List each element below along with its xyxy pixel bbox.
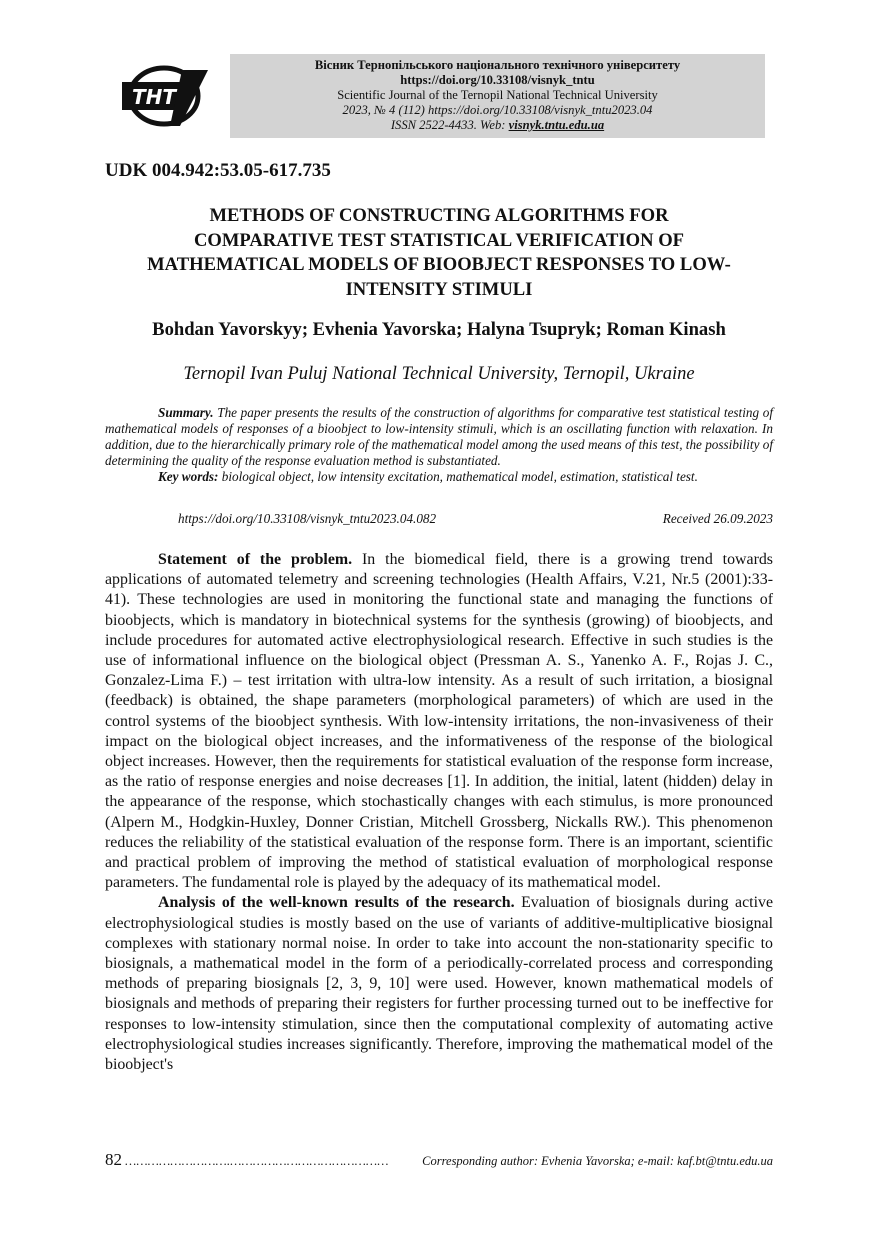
- corresponding-author: Corresponding author: Evhenia Yavorska; e-mail: kaf.bt@tntu.edu.ua: [419, 1154, 773, 1169]
- title-line: INTENSITY STIMULI: [345, 278, 533, 300]
- body-paragraph: Statement of the problem. In the biomedical field, there is a growing trend towards applications of automated telemetry and screening technologies (Health Affairs, V.21, Nr.5 (2001):33-41). These technologies are used in monitoring the functional state and managing the functions of bioobjects, which is mandatory in biotechnical systems for the synthesis (growing) of bioobjects, and include procedures for automated active electrophysiological research. Effective in such studies is the use of informational influence on the biological object (Pressman A. S., Yanenko A. F., Rojas J. C., Gonzalez-Lima F.) – test irritation with ultra-low intensity. As a result of such irritation, a biosignal (feedback) is obtained, the shape parameters (morphological parameters) of which are used in the control systems of the bioobject synthesis. With low-intensity irritations, the non-invasiveness of their impact on the biological object increases, and the informativeness of the response of the biological object increases. However, then the requirements for statistical evaluation of the response form increase, as the ratio of response energies and noise decreases [1]. In addition, the initial, latent (hidden) delay in the appearance of the response, which stochastically changes with each stimulus, is more pronounced (Alpern M., Hodgkin-Huxley, Donner Cristian, Mitchell Grossberg, Nickalls RW.). This phenomenon reduces the reliability of the statistical evaluation of the response form. There is an important, scientific and practical problem of improving the method of statistical evaluation of morphological response parameters. The fundamental role is played by the adequacy of its mathematical model.: [105, 551, 773, 892]
- keywords-label: Key words:: [158, 469, 219, 484]
- journal-issn: ISSN 2522-4433. Web: visnyk.tntu.edu.ua: [390, 118, 605, 132]
- body-paragraph: Analysis of the well-known results of the research. Evaluation of biosignals during active electrophysiological studies is mostly based on the use of variants of additive-multiplicative biosignal complexes with stationary normal noise. In order to take into account the non-stationarity specific to biosignals, a mathematical model in the form of a periodically-correlated process and corresponding methods of preparing biosignals [2, 3, 9, 10] were used. However, known mathematical models of biosignals and methods of preparing their registers for further processing turned out to be ineffective for responses to low-intensity stimulation, since then the computational complexity of automating active electrophysiological studies increases significantly. Therefore, improving the mathematical model of the bioobject's: [105, 894, 773, 1074]
- journal-header: [230, 54, 765, 138]
- footer-dots: ……………………….……………………………………: [125, 1154, 389, 1168]
- journal-title-en: Scientific Journal of the Ternopil National Technical University: [337, 88, 658, 102]
- svg-text:ТНТ: ТНТ: [132, 85, 177, 109]
- received-date: Received 26.09.2023: [662, 511, 773, 526]
- journal-issue: 2023, № 4 (112) https://doi.org/10.33108/visnyk_tntu2023.04: [342, 103, 653, 117]
- journal-doi-link[interactable]: https://doi.org/10.33108/visnyk_tntu: [400, 73, 595, 87]
- summary-paragraph: Summary. The paper presents the results of the construction of algorithms for comparative test statistical testing of mathematical models of responses of a bioobject to low-intensity stimuli, which is an oscillating function with relaxation. In addition, due to the hierarchically primary role of the mathematical model among the used means of this test, the possibility of determining the quality of the response evaluation method is substantiated.: [105, 405, 773, 468]
- section-heading: Statement of the problem.: [158, 551, 353, 568]
- article-doi[interactable]: https://doi.org/10.33108/visnyk_tntu2023.04.082: [178, 511, 437, 526]
- title-line: METHODS OF CONSTRUCTING ALGORITHMS FOR: [209, 205, 669, 226]
- affiliation: Ternopil Ivan Puluj National Technical University, Ternopil, Ukraine: [183, 364, 695, 384]
- title-line: COMPARATIVE TEST STATISTICAL VERIFICATION OF: [193, 229, 685, 251]
- page-footer: [105, 1150, 773, 1170]
- section-heading: Analysis of the well-known results of the research.: [158, 894, 515, 912]
- journal-title-ua: Вісник Тернопільського національного технічного університету: [314, 58, 681, 72]
- title-line: MATHEMATICAL MODELS OF BIOOBJECT RESPONSES TO LOW-: [147, 254, 731, 275]
- paper-title: [105, 204, 773, 302]
- page-number: 82: [105, 1150, 122, 1169]
- journal-logo: [122, 60, 212, 134]
- summary-label: Summary.: [158, 405, 214, 420]
- article-meta: [178, 511, 773, 527]
- udk-code: UDK 004.942:53.05-617.735: [105, 160, 331, 181]
- article-body: [105, 550, 773, 1075]
- keywords-paragraph: Key words: biological object, low intensity excitation, mathematical model, estimation, statistical test.: [158, 469, 698, 484]
- authors: Bohdan Yavorskyy; Evhenia Yavorska; Halyna Tsupryk; Roman Kinash: [152, 319, 726, 340]
- abstract: [105, 405, 773, 485]
- journal-web-link[interactable]: visnyk.tntu.edu.ua: [508, 118, 605, 132]
